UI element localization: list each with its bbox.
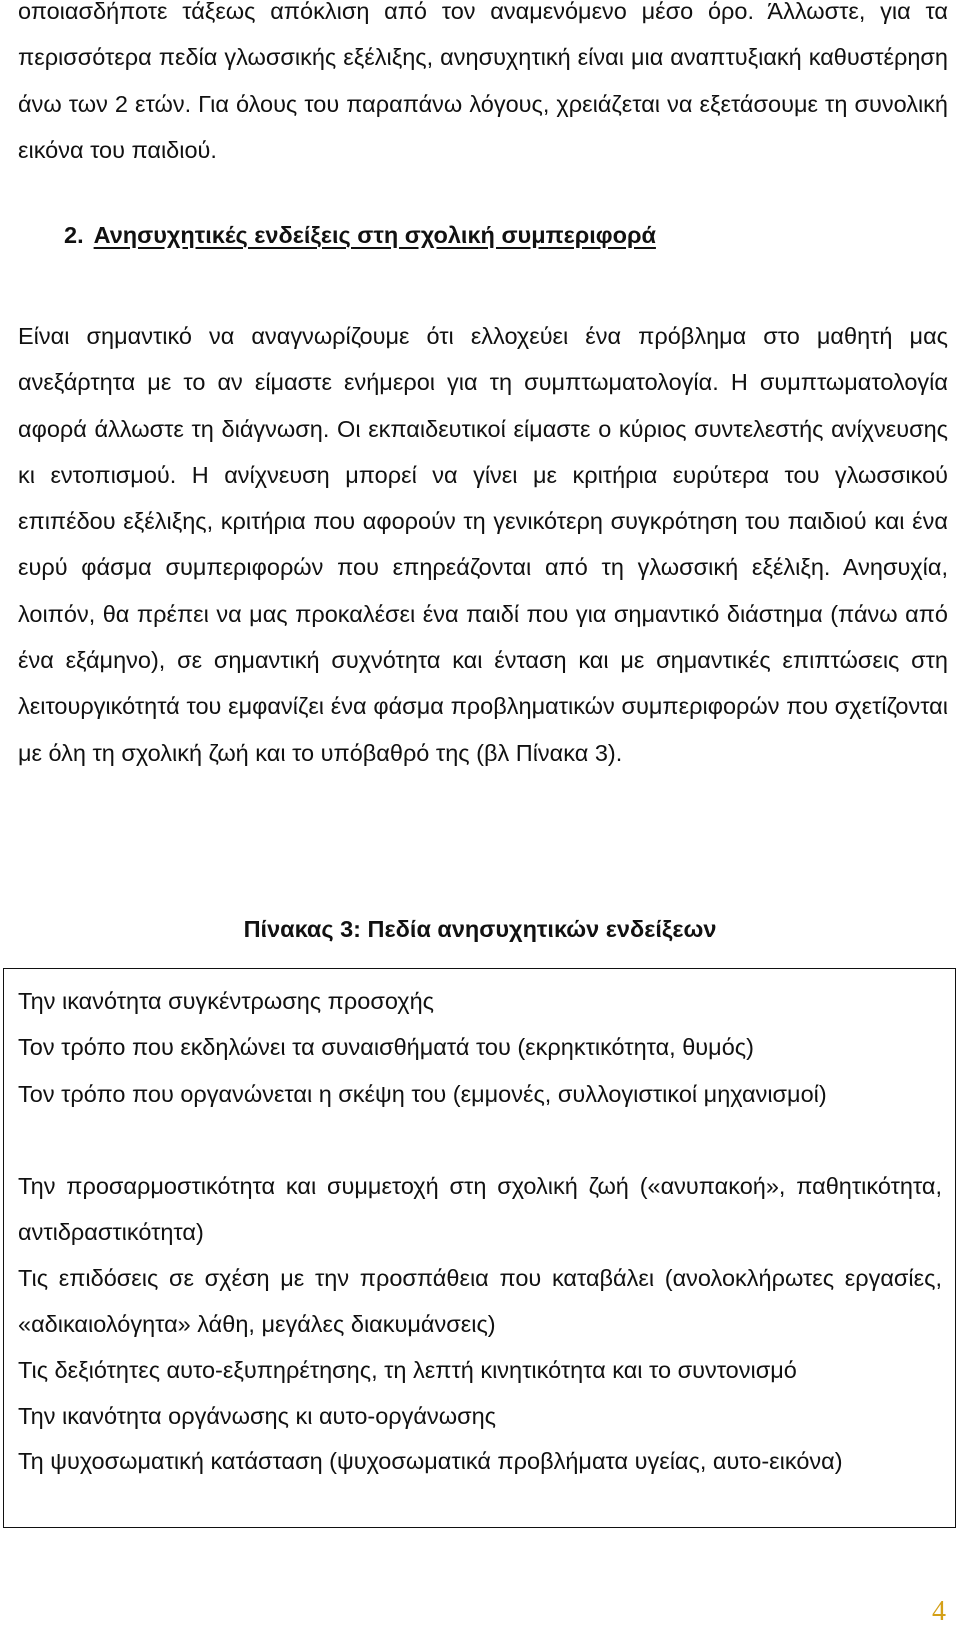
- section-title: Ανησυχητικές ενδείξεις στη σχολική συμπεριφορά: [93, 222, 656, 248]
- table-row: Τον τρόπο που οργανώνεται η σκέψη του (εμμονές, συλλογιστικοί μηχανισμοί): [18, 1081, 827, 1107]
- intro-paragraph: οποιασδήποτε τάξεως απόκλιση από τον αναμενόμενο μέσο όρο. Άλλωστε, για τα περισσότερα πεδία γλωσσικής εξέλιξης, ανησυχητική είναι μια αναπτυξιακή καθυστέρηση άνω των 2 ετών. Για όλους του παραπάνω λόγους, χρειάζεται να εξετάσουμε τη συνολική εικόνα του παιδιού.: [18, 0, 948, 163]
- page-number: 4: [932, 1596, 946, 1627]
- table-row: Την ικανότητα συγκέντρωσης προσοχής: [18, 988, 434, 1014]
- table-caption: Πίνακας 3: Πεδία ανησυχητικών ενδείξεων: [243, 916, 717, 942]
- table-row: Την ικανότητα οργάνωσης κι αυτο-οργάνωσης: [18, 1403, 497, 1429]
- section-heading: [64, 222, 656, 249]
- table-row: Τις επιδόσεις σε σχέση με την προσπάθεια που καταβάλει (ανολοκλήρωτες εργασίες, «αδικαιολόγητα» λάθη, μεγάλες διακυμάνσεις): [18, 1265, 942, 1337]
- table-row: Τις δεξιότητες αυτο-εξυπηρέτησης, τη λεπτή κινητικότητα και το συντονισμό: [18, 1357, 797, 1383]
- table-row: Την προσαρμοστικότητα και συμμετοχή στη σχολική ζωή («ανυπακοή», παθητικότητα, αντιδραστικότητα): [18, 1173, 942, 1245]
- table-row: Τον τρόπο που εκδηλώνει τα συναισθήματά του (εκρηκτικότητα, θυμός): [18, 1034, 754, 1060]
- section-number: 2.: [64, 222, 84, 248]
- body-paragraph: Είναι σημαντικό να αναγνωρίζουμε ότι ελλοχεύει ένα πρόβλημα στο μαθητή μας ανεξάρτητα με το αν είμαστε ενήμεροι για τη συμπτωματολογία. Η συμπτωματολογία αφορά άλλωστε τη διάγνωση. Οι εκπαιδευτικοί είμαστε ο κύριος συντελεστής ανίχνευσης κι εντοπισμού. Η ανίχνευση μπορεί να γίνει με κριτήρια ευρύτερα του γλωσσικού επιπέδου εξέλιξης, κριτήρια που αφορούν τη γενικότερη συγκρότηση του παιδιού και ένα ευρύ φάσμα συμπεριφορών που επηρεάζονται από τη γλωσσική εξέλιξη. Ανησυχία, λοιπόν, θα πρέπει να μας προκαλέσει ένα παιδί που για σημαντικό διάστημα (πάνω από ένα εξάμηνο), σε σημαντική συχνότητα και ένταση και με σημαντικές επιπτώσεις στη λειτουργικότητά του εμφανίζει ένα φάσμα προβληματικών συμπεριφορών που σχετίζονται με όλη τη σχολική ζωή και το υπόβαθρό της (βλ Πίνακα 3).: [18, 323, 948, 766]
- table-row: Τη ψυχοσωματική κατάσταση (ψυχοσωματικά προβλήματα υγείας, αυτο-εικόνα): [18, 1448, 843, 1474]
